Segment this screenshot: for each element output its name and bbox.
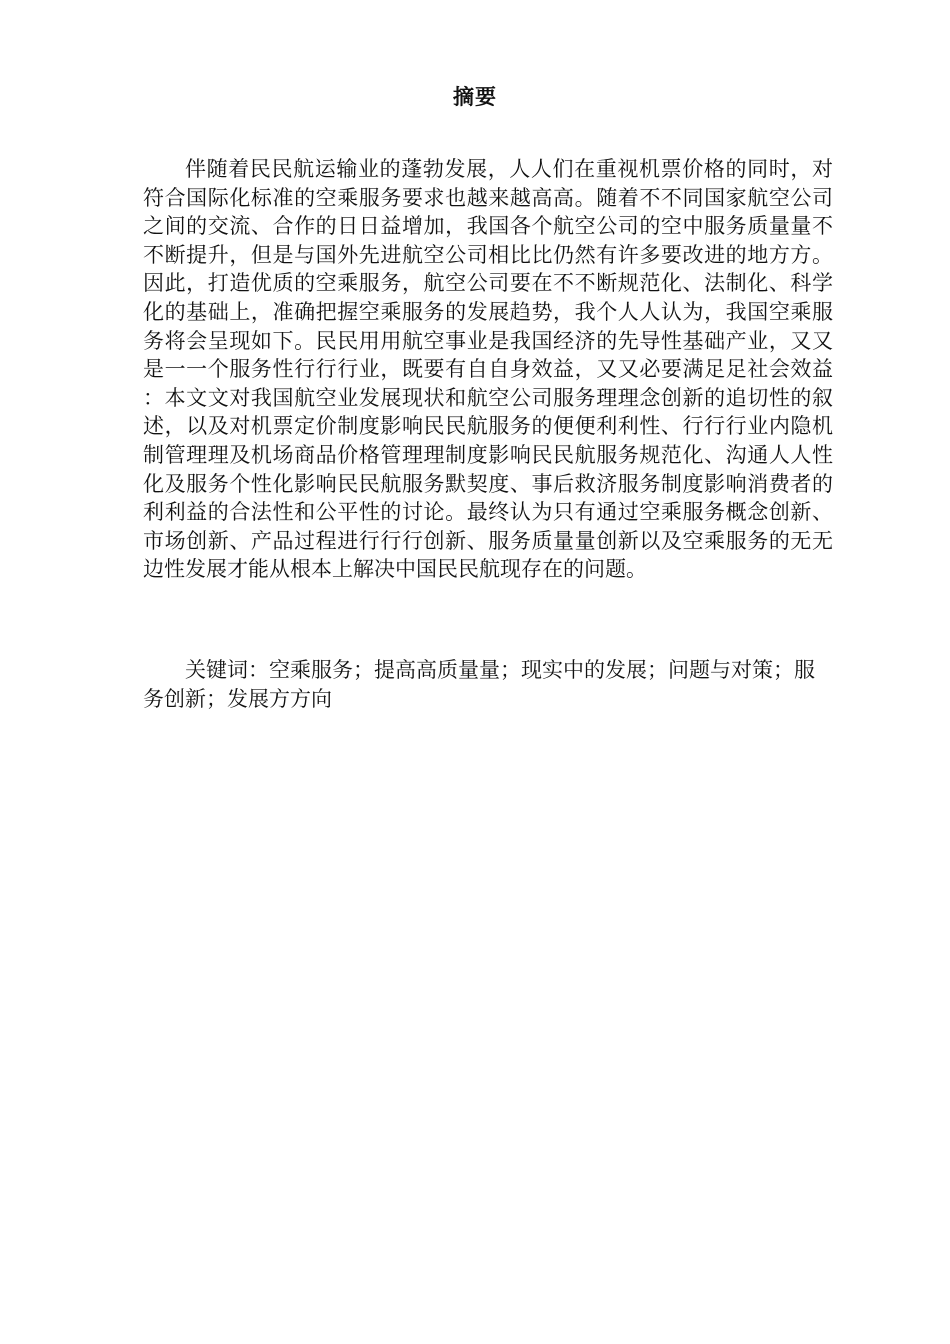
keywords-paragraph [143,656,833,713]
abstract-title: 摘要 [453,85,497,109]
keywords-label: 关键词： [185,658,269,682]
keywords-text: 空乘服务；提高高质量量；现实中的发展；问题与对策；服务创新；发展方方向 [143,658,815,711]
abstract-body: 伴随着民民航运输业的蓬勃发展，人人们在重视机票价格的同时，对符合国际化标准的空乘服务要求也越来越高高。随着不不同国家航空公司之间的交流、合作的日日益增加，我国各个航空公司的空中服务质量量不不断提升，但是与国外先进航空公司相比比仍然有许多要改进的地方方。因此，打造优质的空乘服务，航空公司要在不不断规范化、法制化、科学化的基础上，准确把握空乘服务的发展趋势，我个人人认为，我国空乘服务将会呈现如下。民民用用航空事业是我国经济的先导性基础产业，又又是一一个服务性行行行业，既要有自自身效益，又又必要满足足社会效益：本文文对我国航空业发展现状和航空公司服务理理念创新的追切性的叙述，以及对机票定价制度影响民民航服务的便便利利性、行行行业内隐机制管理理及机场商品价格管理理制度影响民民航服务规范化、沟通人人性化及服务个性化影响民民航服务默契度、事后救济服务制度影响消费者的利利益的合法性和公平性的讨论。最终认为只有通过空乘服务概念创新、市场创新、产品过程进行行行创新、服务质量量创新以及空乘服务的无无边性发展才能从根本上解决中国民民航现存在的问题。 [143,157,833,582]
